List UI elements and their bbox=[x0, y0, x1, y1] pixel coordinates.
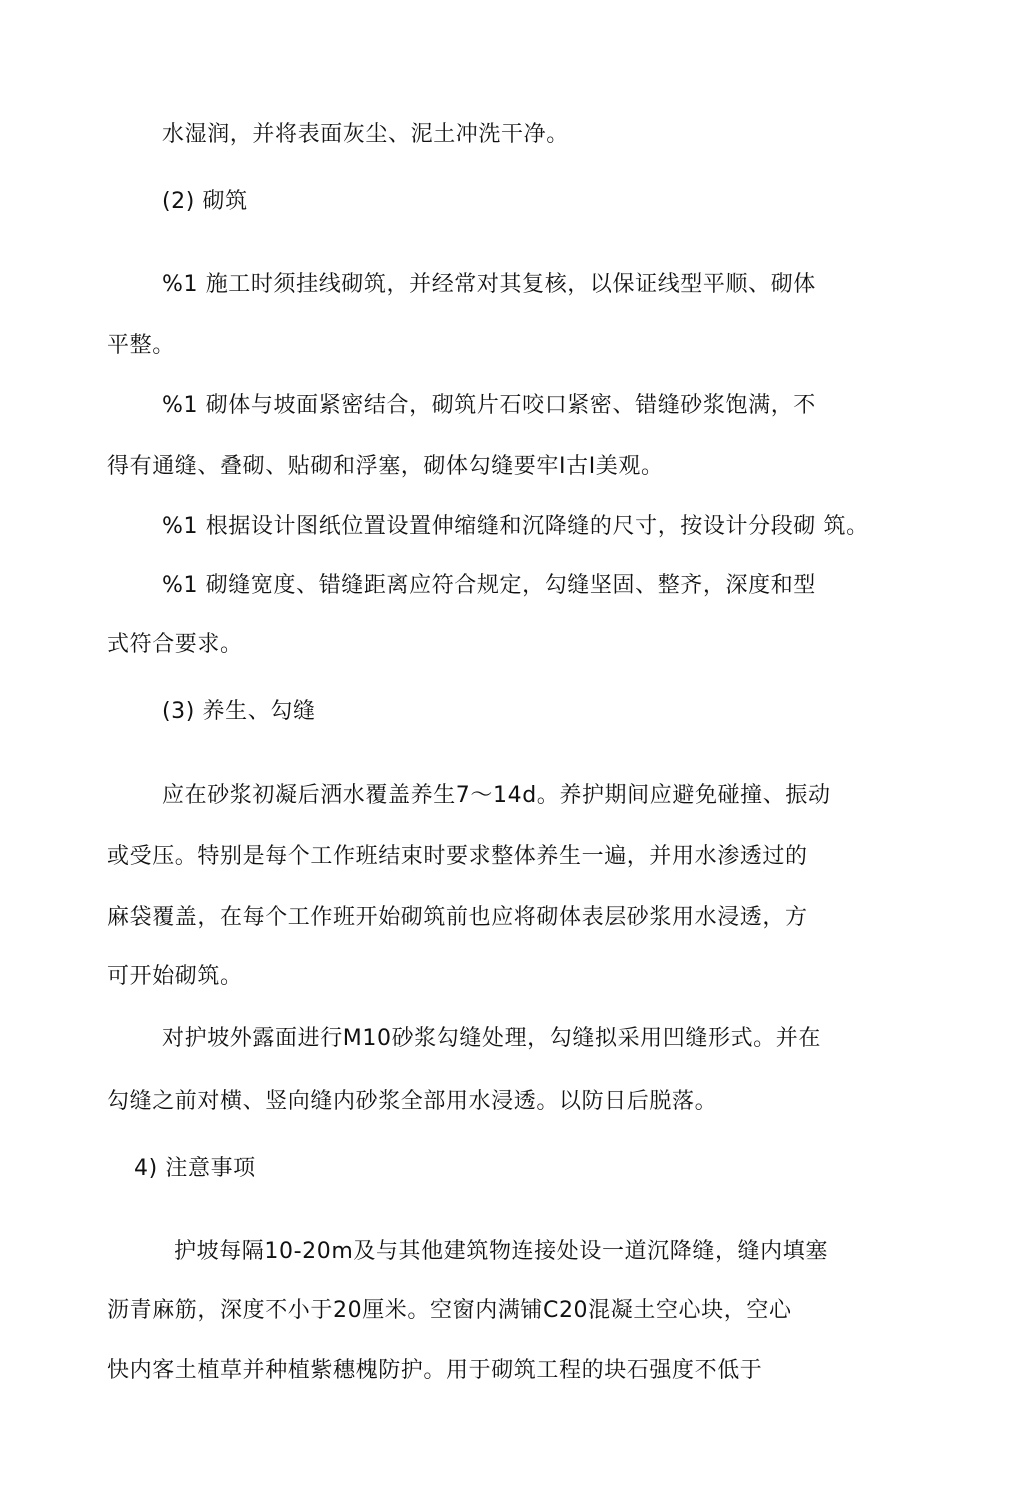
section-heading: (3) 养生、勾缝 bbox=[162, 699, 316, 724]
text-line: 沥青麻筋，深度不小于20厘米。空窗内满铺C20混凝土空心块，空心 bbox=[107, 1298, 792, 1323]
text-line: 护坡每隔10-20m及与其他建筑物连接处设一道沉降缝，缝内填塞 bbox=[174, 1239, 828, 1264]
text-line: 快内客土植草并种植紫穗槐防护。用于砌筑工程的块石强度不低于 bbox=[107, 1358, 763, 1383]
section-heading: (2) 砌筑 bbox=[162, 189, 248, 214]
text-line: 可开始砌筑。 bbox=[107, 964, 243, 989]
text-line: %1 砌缝宽度、错缝距离应符合规定，勾缝坚固、整齐，深度和型 bbox=[162, 573, 816, 598]
text-line: 得有通缝、叠砌、贴砌和浮塞，砌体勾缝要牢I古I美观。 bbox=[107, 454, 664, 479]
text-line: %1 根据设计图纸位置设置伸缩缝和沉降缝的尺寸，按设计分段砌 筑。 bbox=[162, 514, 869, 539]
text-line: 水湿润，并将表面灰尘、泥土冲洗干净。 bbox=[162, 122, 569, 147]
text-line: 应在砂浆初凝后洒水覆盖养生7～14d。养护期间应避免碰撞、振动 bbox=[162, 783, 831, 808]
text-line: %1 砌体与坡面紧密结合，砌筑片石咬口紧密、错缝砂浆饱满，不 bbox=[162, 393, 816, 418]
text-line: 平整。 bbox=[107, 333, 175, 358]
text-line: 或受压。特别是每个工作班结束时要求整体养生一遍，并用水渗透过的 bbox=[107, 844, 808, 869]
text-line: 麻袋覆盖，在每个工作班开始砌筑前也应将砌体表层砂浆用水浸透，方 bbox=[107, 905, 808, 930]
text-line: 勾缝之前对横、竖向缝内砂浆全部用水浸透。以防日后脱落。 bbox=[107, 1089, 718, 1114]
text-line: 对护坡外露面进行M10砂浆勾缝处理，勾缝拟采用凹缝形式。并在 bbox=[162, 1026, 821, 1051]
text-line: 式符合要求。 bbox=[107, 632, 243, 657]
text-line: %1 施工时须挂线砌筑，并经常对其复核，以保证线型平顺、砌体 bbox=[162, 272, 816, 297]
section-heading: 4) 注意事项 bbox=[134, 1156, 256, 1181]
